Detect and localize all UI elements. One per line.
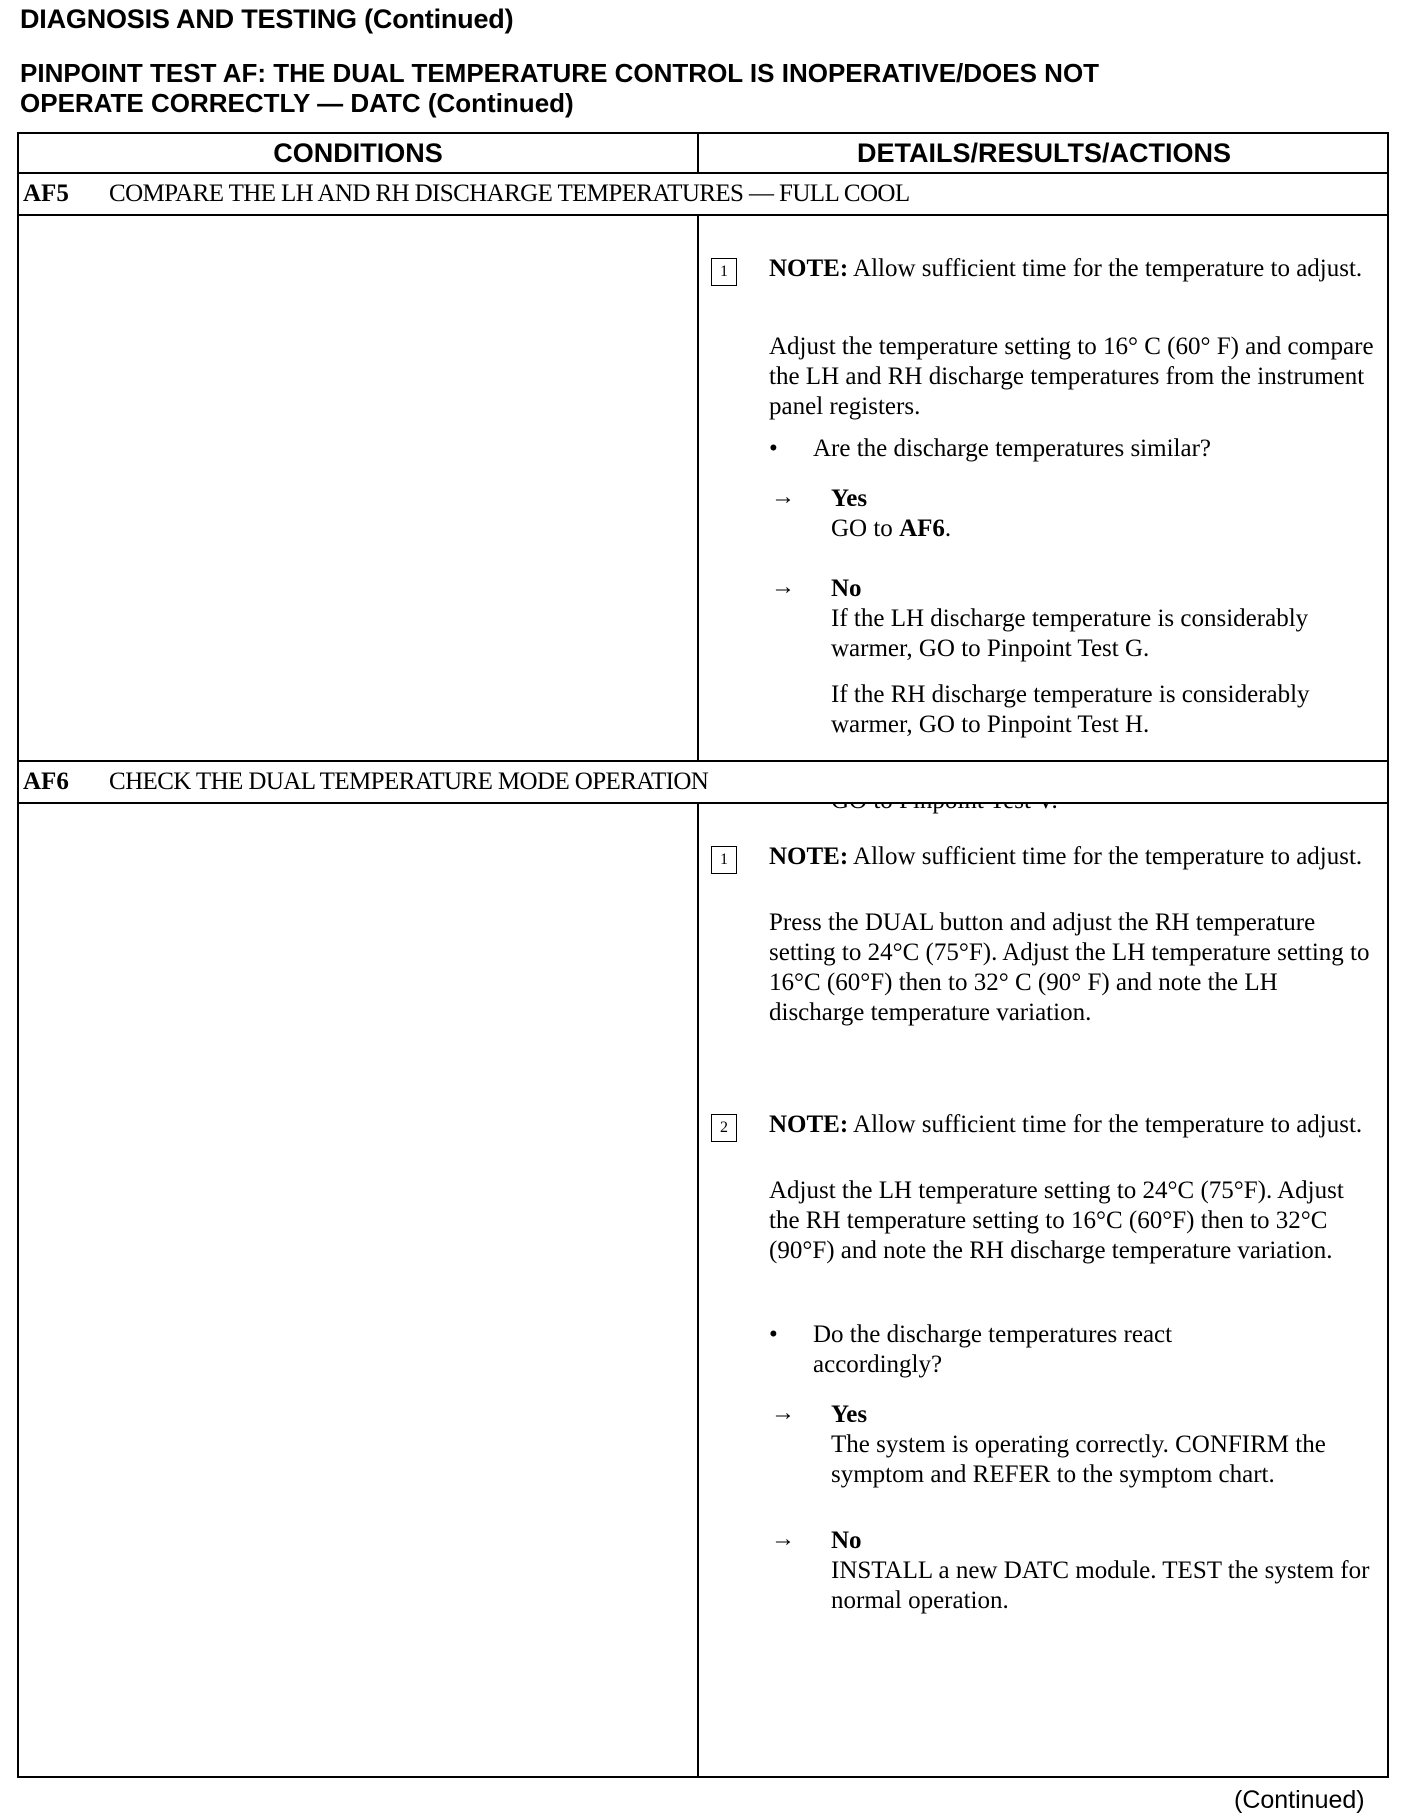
question-text: Do the discharge temperatures react accordingly?: [813, 1321, 1173, 1378]
step-title: CHECK THE DUAL TEMPERATURE MODE OPERATION: [109, 768, 709, 795]
pinpoint-test-table: [17, 132, 1389, 1778]
af6-step2-text: [769, 1176, 1379, 1266]
continued-footer: (Continued): [1234, 1786, 1365, 1814]
step-id: AF5: [23, 180, 69, 207]
note-label: NOTE:: [769, 843, 849, 870]
note-text: Allow sufficient time for the temperature to adjust.: [848, 843, 1363, 870]
note-label: NOTE:: [769, 1111, 849, 1138]
instruction-text: Adjust the LH temperature setting to 24°C (75°F). Adjust the RH temperature setting to 16°C (60°F) then to 32°C (90°F) and note the RH discharge temperature variation.: [769, 1177, 1344, 1264]
step-row-af6: [19, 762, 1387, 804]
no-action-rh: If the RH discharge temperature is considerably warmer, GO to Pinpoint Test H.: [831, 681, 1310, 738]
bullet-icon: •: [769, 1321, 778, 1348]
no-action-lh: If the LH discharge temperature is considerably warmer, GO to Pinpoint Test G.: [831, 605, 1309, 662]
af6-step2-note: [769, 1110, 1379, 1140]
step-row-af5: [19, 174, 1387, 216]
bullet-icon: •: [769, 435, 778, 462]
details-column-header: DETAILS/RESULTS/ACTIONS: [856, 138, 1231, 168]
pinpoint-test-title: [20, 58, 1380, 118]
question-text: Are the discharge temperatures similar?: [813, 435, 1211, 462]
pinpoint-test-title-line2: OPERATE CORRECTLY — DATC (Continued): [20, 88, 574, 118]
no-label: No: [831, 1527, 862, 1554]
arrow-right-icon: →: [771, 574, 795, 600]
step-title: COMPARE THE LH AND RH DISCHARGE TEMPERATURES — FULL COOL: [109, 180, 910, 207]
af5-step1-note: [769, 254, 1379, 284]
step-number-box: 2: [711, 1114, 737, 1142]
af6-step1-text: [769, 908, 1379, 1028]
arrow-right-icon: →: [771, 484, 795, 510]
arrow-right-icon: →: [771, 1526, 795, 1552]
af5-details-cell: [699, 216, 1389, 762]
step-number-box: 1: [711, 846, 737, 874]
no-action: INSTALL a new DATC module. TEST the system for normal operation.: [831, 1557, 1370, 1614]
note-label: NOTE:: [769, 255, 849, 282]
note-text: Allow sufficient time for the temperature to adjust.: [848, 255, 1363, 282]
yes-label: Yes: [831, 1401, 868, 1428]
af6-details-cell: [699, 804, 1389, 1778]
yes-action: GO to AF6.: [831, 515, 952, 542]
yes-label: Yes: [831, 485, 868, 512]
instruction-text: Adjust the temperature setting to 16° C (60° F) and compare the LH and RH discharge temperatures from the instrument panel registers.: [769, 333, 1374, 420]
no-label: No: [831, 575, 862, 602]
table-header: [19, 134, 1387, 174]
pinpoint-test-title-line1: PINPOINT TEST AF: THE DUAL TEMPERATURE CONTROL IS INOPERATIVE/DOES NOT: [20, 58, 1100, 88]
note-text: Allow sufficient time for the temperature to adjust.: [848, 1111, 1363, 1138]
yes-action: The system is operating correctly. CONFIRM the symptom and REFER to the symptom chart.: [831, 1431, 1326, 1488]
af5-step1-text: [769, 332, 1379, 422]
instruction-text: Press the DUAL button and adjust the RH temperature setting to 24°C (75°F). Adjust the LH temperature setting to 16°C (60°F) then to 32° C (90° F) and note the LH discharge temperature variation.: [769, 909, 1370, 1026]
af6-step1-note: [769, 842, 1379, 872]
page-header: DIAGNOSIS AND TESTING (Continued): [20, 4, 514, 34]
arrow-right-icon: →: [771, 1400, 795, 1426]
conditions-column-header: CONDITIONS: [273, 138, 443, 168]
step-id: AF6: [23, 768, 69, 795]
step-number-box: 1: [711, 258, 737, 286]
